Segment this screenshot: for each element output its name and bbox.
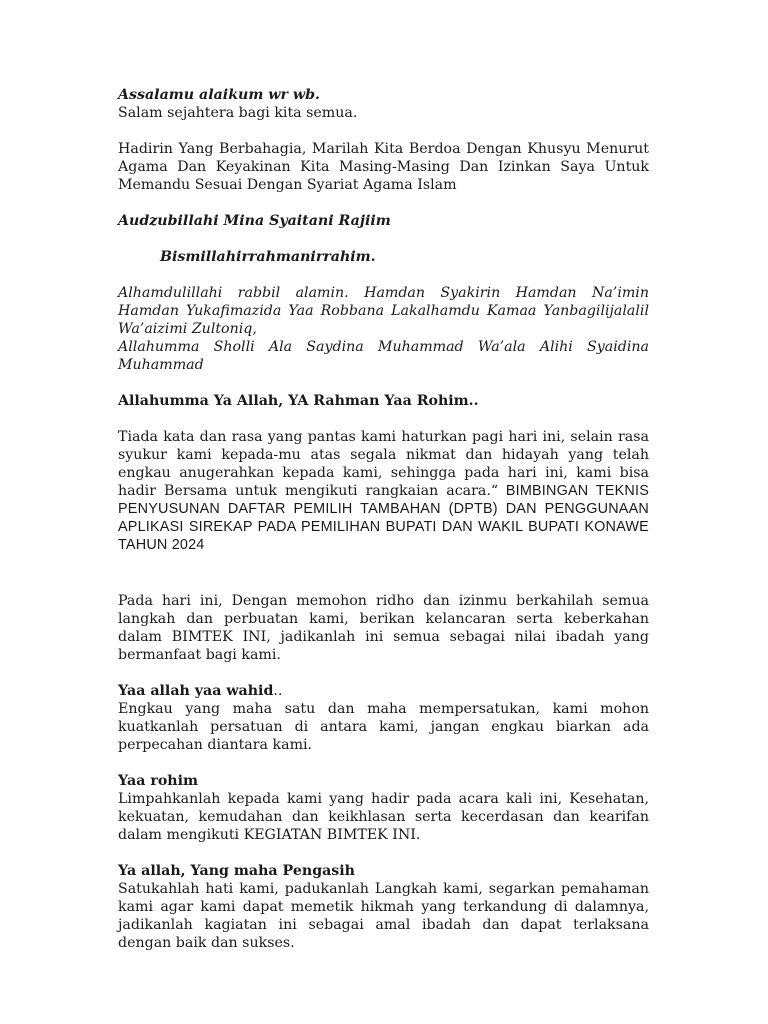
prayer-section — [118, 772, 649, 844]
greeting-title: Assalamu alaikum wr wb. — [118, 87, 320, 103]
sholawat-paragraph: Allahumma Sholli Ala Saydina Muhammad Wa’ala Alihi Syaidina Muhammad — [118, 339, 649, 373]
prayer-section — [118, 682, 649, 754]
section-heading — [118, 772, 649, 790]
section-heading-text: Yaa rohim — [118, 773, 199, 789]
greeting-subtitle: Salam sejahtera bagi kita semua. — [118, 105, 358, 121]
section-body: Engkau yang maha satu dan maha mempersatukan, kami mohon kuatkanlah persatuan di antara kami, jangan engkau biarkan ada perpecahan diantara kami. — [118, 701, 649, 753]
today-paragraph: Pada hari ini, Dengan memohon ridho dan izinmu berkahilah semua langkah dan perbuatan kami, berikan kelancaran serta keberkahan dalam BIMTEK INI, jadikanlah ini semua sebagai nilai ibadah yang bermanfaat bagi kami. — [118, 593, 649, 663]
intro-paragraph: Hadirin Yang Berbahagia, Marilah Kita Berdoa Dengan Khusyu Menurut Agama Dan Keyakinan Kita Masing-Masing Dan Izinkan Saya Untuk Memandu Sesuai Dengan Syariat Agama Islam — [118, 141, 649, 193]
section-heading-text: Yaa allah yaa wahid — [118, 683, 274, 699]
event-name: BIMBINGAN TEKNIS PENYUSUNAN DAFTAR PEMILIH TAMBAHAN (DPTB) DAN PENGGUNAAN APLIKASI SIREKAP PADA PEMILIHAN BUPATI DAN WAKIL BUPATI KONAWE TAHUN 2024 — [118, 483, 649, 553]
section-body: Limpahkanlah kepada kami yang hadir pada acara kali ini, Kesehatan, kekuatan, kemudahan dan keikhlasan serta kecerdasan dan kearifan dalam mengikuti KEGIATAN BIMTEK INI. — [118, 791, 649, 843]
section-heading-text: Ya allah, Yang maha Pengasih — [118, 863, 355, 879]
section-heading-suffix: .. — [273, 683, 283, 699]
bismillah-line: Bismillahirrahmanirrahim. — [160, 249, 376, 265]
invocation-heading: Allahumma Ya Allah, YA Rahman Yaa Rohim.. — [118, 393, 479, 409]
document-body — [118, 86, 649, 952]
alhamdulillah-paragraph: Alhamdulillahi rabbil alamin. Hamdan Syakirin Hamdan Na’imin Hamdan Yukafimazida Yaa Robbana Lakalhamdu Kamaa Yanbagilijalalil Wa’aizimi Zultoniq, — [118, 285, 649, 337]
audzubillah-line: Audzubillahi Mina Syaitani Rajiim — [118, 213, 391, 229]
gratitude-paragraph — [118, 428, 649, 554]
section-body: Satukahlah hati kami, padukanlah Langkah kami, segarkan pemahaman kami agar kami dapat memetik hikmah yang terkandung di dalamnya, jadikanlah kagiatan ini sebagai amal ibadah dan dapat terlaksana dengan baik dan sukses. — [118, 881, 649, 951]
prayer-section — [118, 862, 649, 952]
section-heading — [118, 862, 649, 880]
section-heading — [118, 682, 649, 700]
gratitude-text: Tiada kata dan rasa yang pantas kami haturkan pagi hari ini, selain rasa syukur kami kepada-mu atas segala nikmat dan hidayah yang telah engkau anugerahkan kepada kami, sehingga pada hari ini, kami bisa hadir Bersama untuk mengikuti rangkaian acara.“ — [118, 429, 649, 499]
